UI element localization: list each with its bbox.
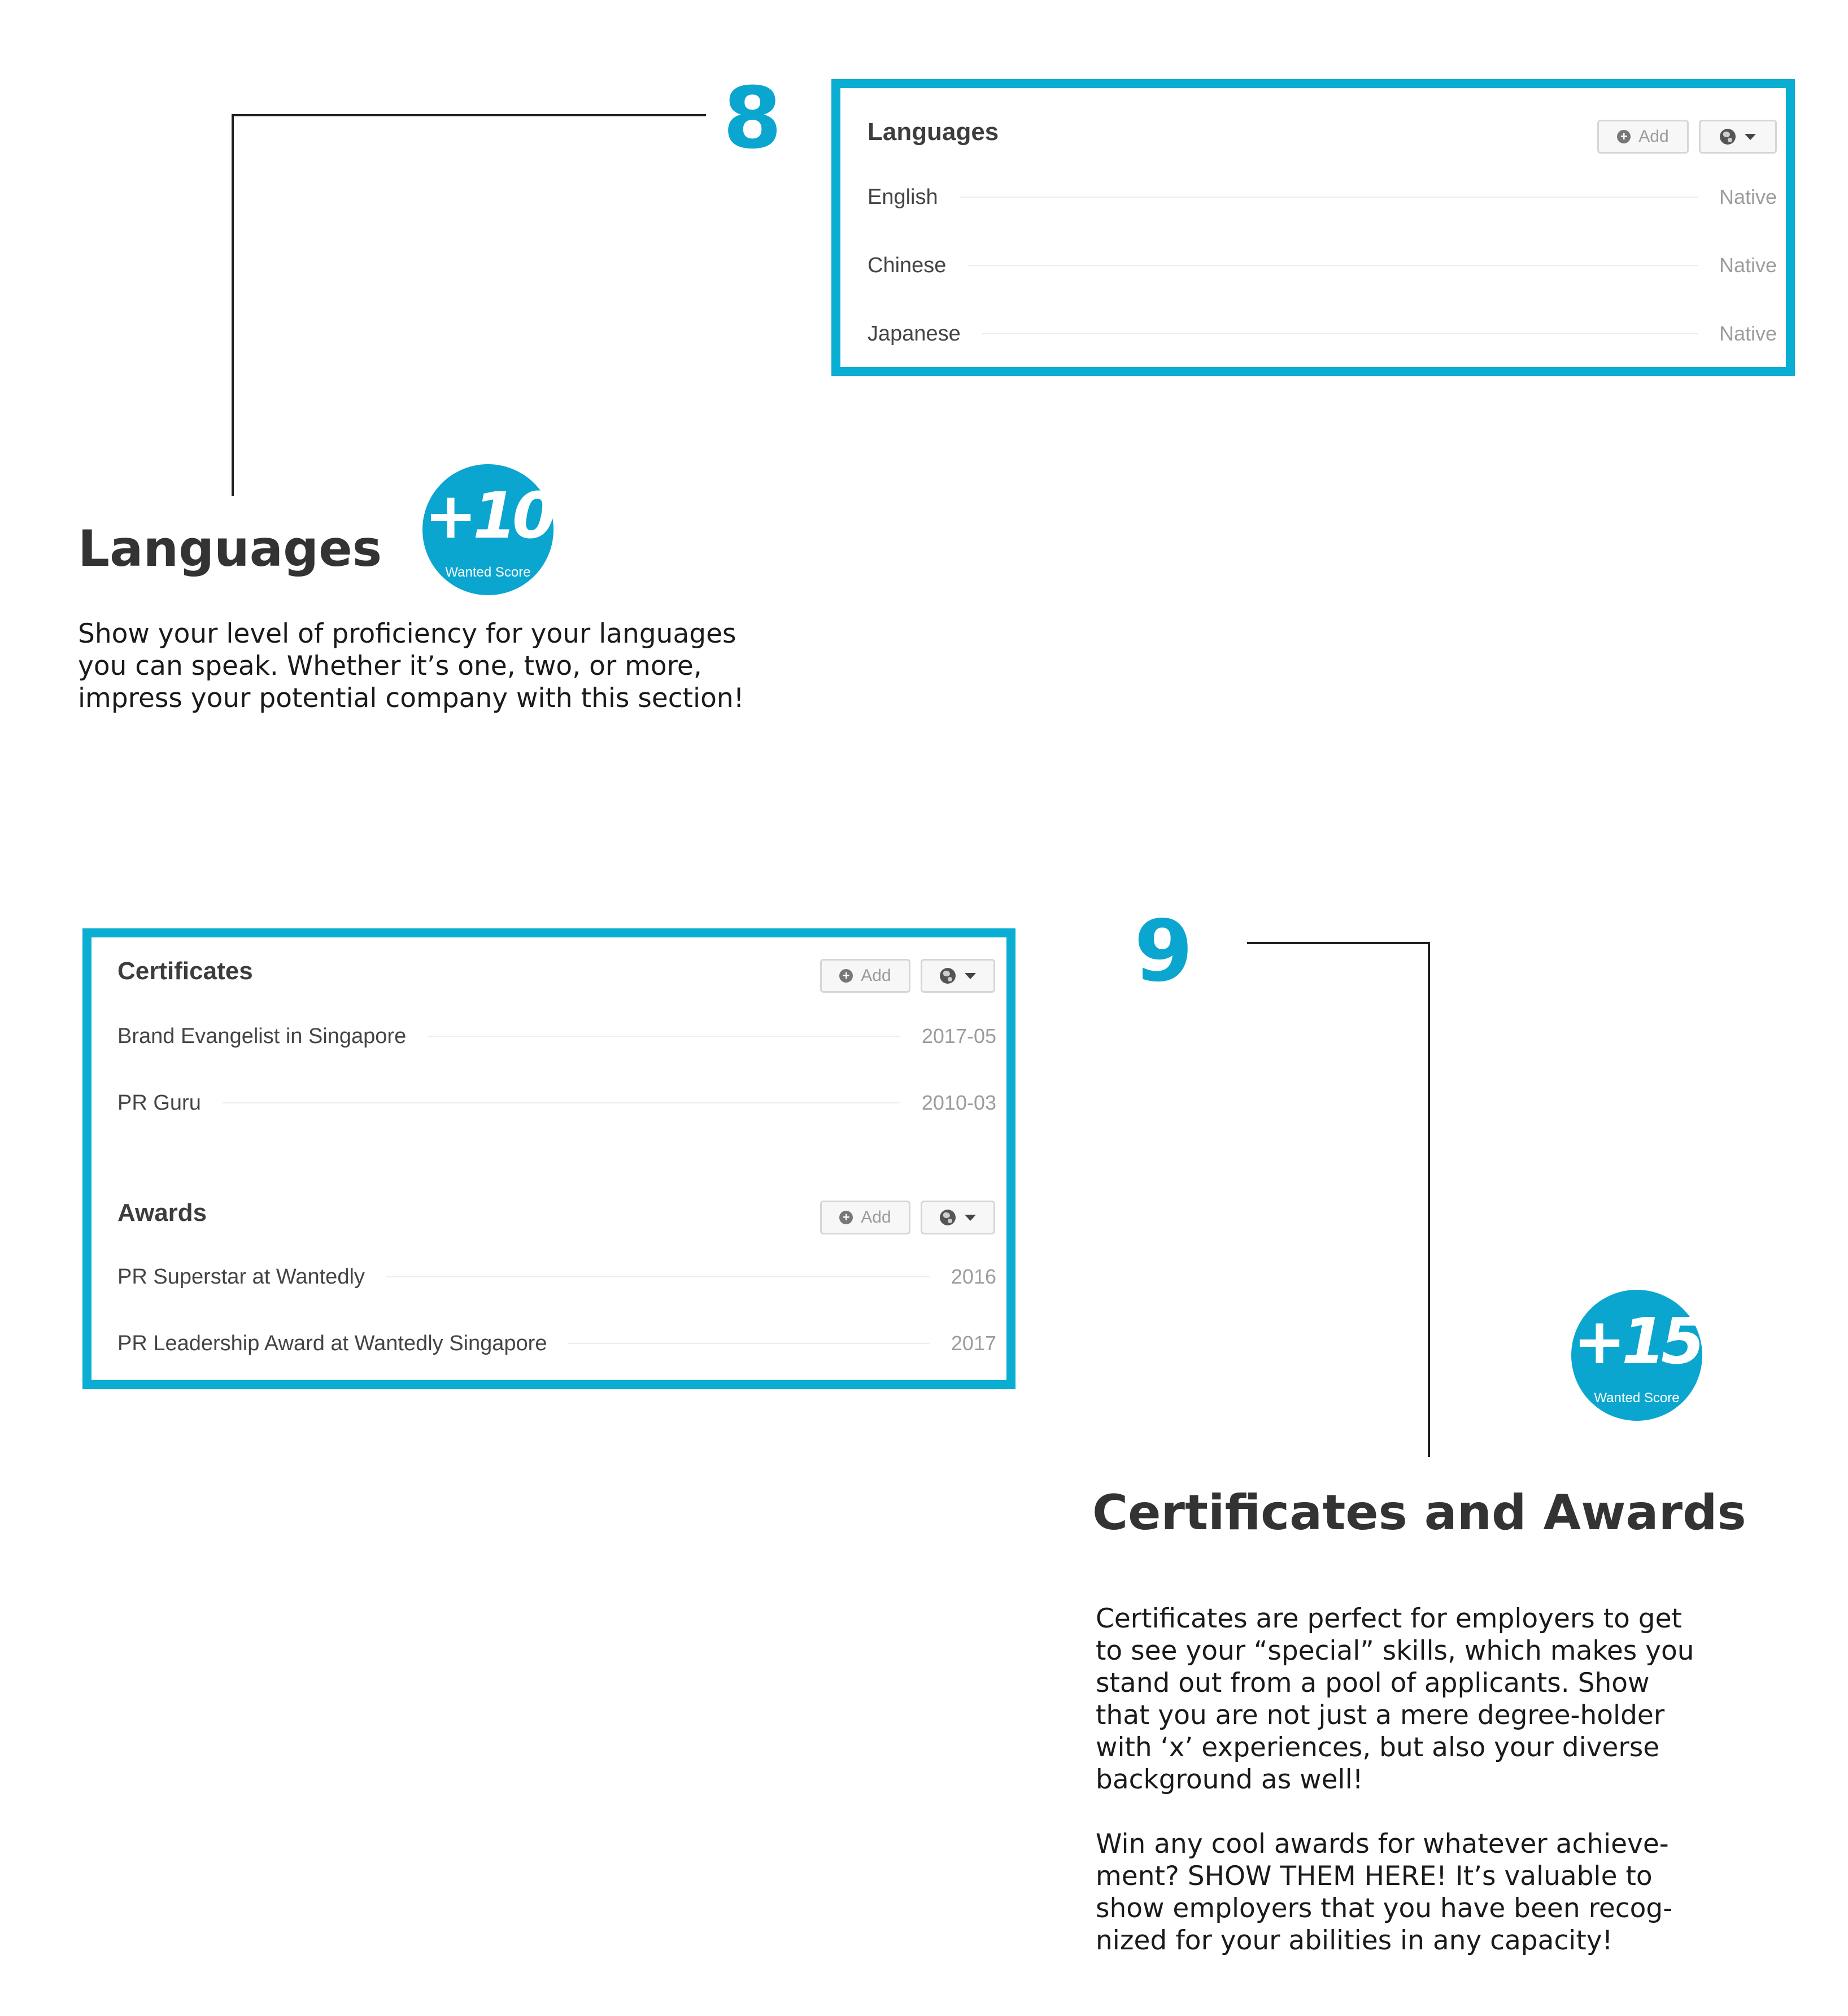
badge-caption: Wanted Score [1594,1390,1680,1406]
certificates-description [1096,1603,1830,1957]
connector-line-8-top [232,114,706,116]
row-divider [982,333,1698,334]
row-divider [223,1102,900,1103]
row-divider [386,1276,930,1277]
badge-score: +15 [1573,1305,1701,1378]
list-item[interactable] [117,1329,996,1358]
wanted-score-badge-15 [1571,1290,1702,1421]
plus-circle-icon: + [839,969,853,983]
awards-panel-title: Awards [117,1199,207,1227]
plus-circle-icon: + [1617,130,1631,143]
caret-down-icon [965,1215,976,1221]
item-name: PR Leadership Award at Wantedly Singapore [117,1331,547,1355]
item-name: PR Guru [117,1090,201,1115]
add-button-label: Add [1638,127,1669,146]
awards-visibility-dropdown[interactable] [921,1201,995,1234]
row-divider [428,1036,900,1037]
languages-panel-title: Languages [868,118,999,146]
add-certificate-button[interactable] [820,959,910,993]
list-item[interactable] [117,1263,996,1291]
connector-line-8-vertical [232,114,234,496]
connector-line-9-top [1247,942,1430,944]
item-value: 2016 [951,1265,996,1288]
list-item[interactable] [117,1022,996,1050]
certificates-awards-panel [82,928,1015,1389]
list-item[interactable] [117,1089,996,1117]
certificates-description-text-1: Certificates are perfect for employers to get to see your “special” skills, which makes you stand out from a pool of applicants. Show that you are not just a mere degree-holder with ‘x’ experiences, but also your diverse background as well! [1096,1603,1694,1795]
languages-description [78,618,835,714]
step-number-8: 8 [723,69,782,168]
badge-caption: Wanted Score [445,565,531,580]
languages-heading: Languages [78,520,382,578]
globe-icon [940,1210,956,1225]
item-value: Native [1719,254,1777,277]
caret-down-icon [965,973,976,979]
certificates-description-text-2: Win any cool awards for whatever achieve- ment? SHOW THEM HERE! It’s valuable to show employers that you have been recog- nized for your abilities in any capacity! [1096,1829,1673,1956]
item-value: Native [1719,322,1777,345]
connector-line-9-vertical [1428,942,1430,1457]
list-item[interactable] [868,320,1777,348]
item-name: Japanese [868,321,961,346]
list-item[interactable] [868,251,1777,280]
add-award-button[interactable] [820,1201,910,1234]
certificates-panel-title: Certificates [117,957,253,985]
badge-score: +10 [424,479,552,553]
certificates-visibility-dropdown[interactable] [921,959,995,993]
item-value: 2017 [951,1332,996,1355]
row-divider [960,197,1698,198]
row-divider [967,265,1698,266]
languages-description-text: Show your level of proficiency for your languages you can speak. Whether it’s one, two, or more, impress your potential company with this section! [78,618,744,714]
row-divider [568,1343,929,1344]
step-number-9: 9 [1134,902,1193,1001]
list-item[interactable] [868,183,1777,211]
item-value: 2010-03 [921,1091,996,1114]
plus-circle-icon: + [839,1211,853,1224]
wanted-score-badge-10 [422,464,553,595]
languages-visibility-dropdown[interactable] [1699,120,1777,154]
item-name: Chinese [868,253,947,277]
add-language-button[interactable] [1597,120,1689,154]
item-value: 2017-05 [921,1024,996,1048]
languages-panel [831,79,1795,376]
caret-down-icon [1745,134,1756,140]
item-name: PR Superstar at Wantedly [117,1264,365,1289]
item-name: English [868,185,938,209]
globe-icon [940,968,956,984]
certificates-awards-heading: Certificates and Awards [1092,1485,1746,1541]
item-value: Native [1719,185,1777,208]
globe-icon [1720,129,1736,145]
add-button-label: Add [861,966,891,985]
item-name: Brand Evangelist in Singapore [117,1024,407,1048]
add-button-label: Add [861,1208,891,1227]
